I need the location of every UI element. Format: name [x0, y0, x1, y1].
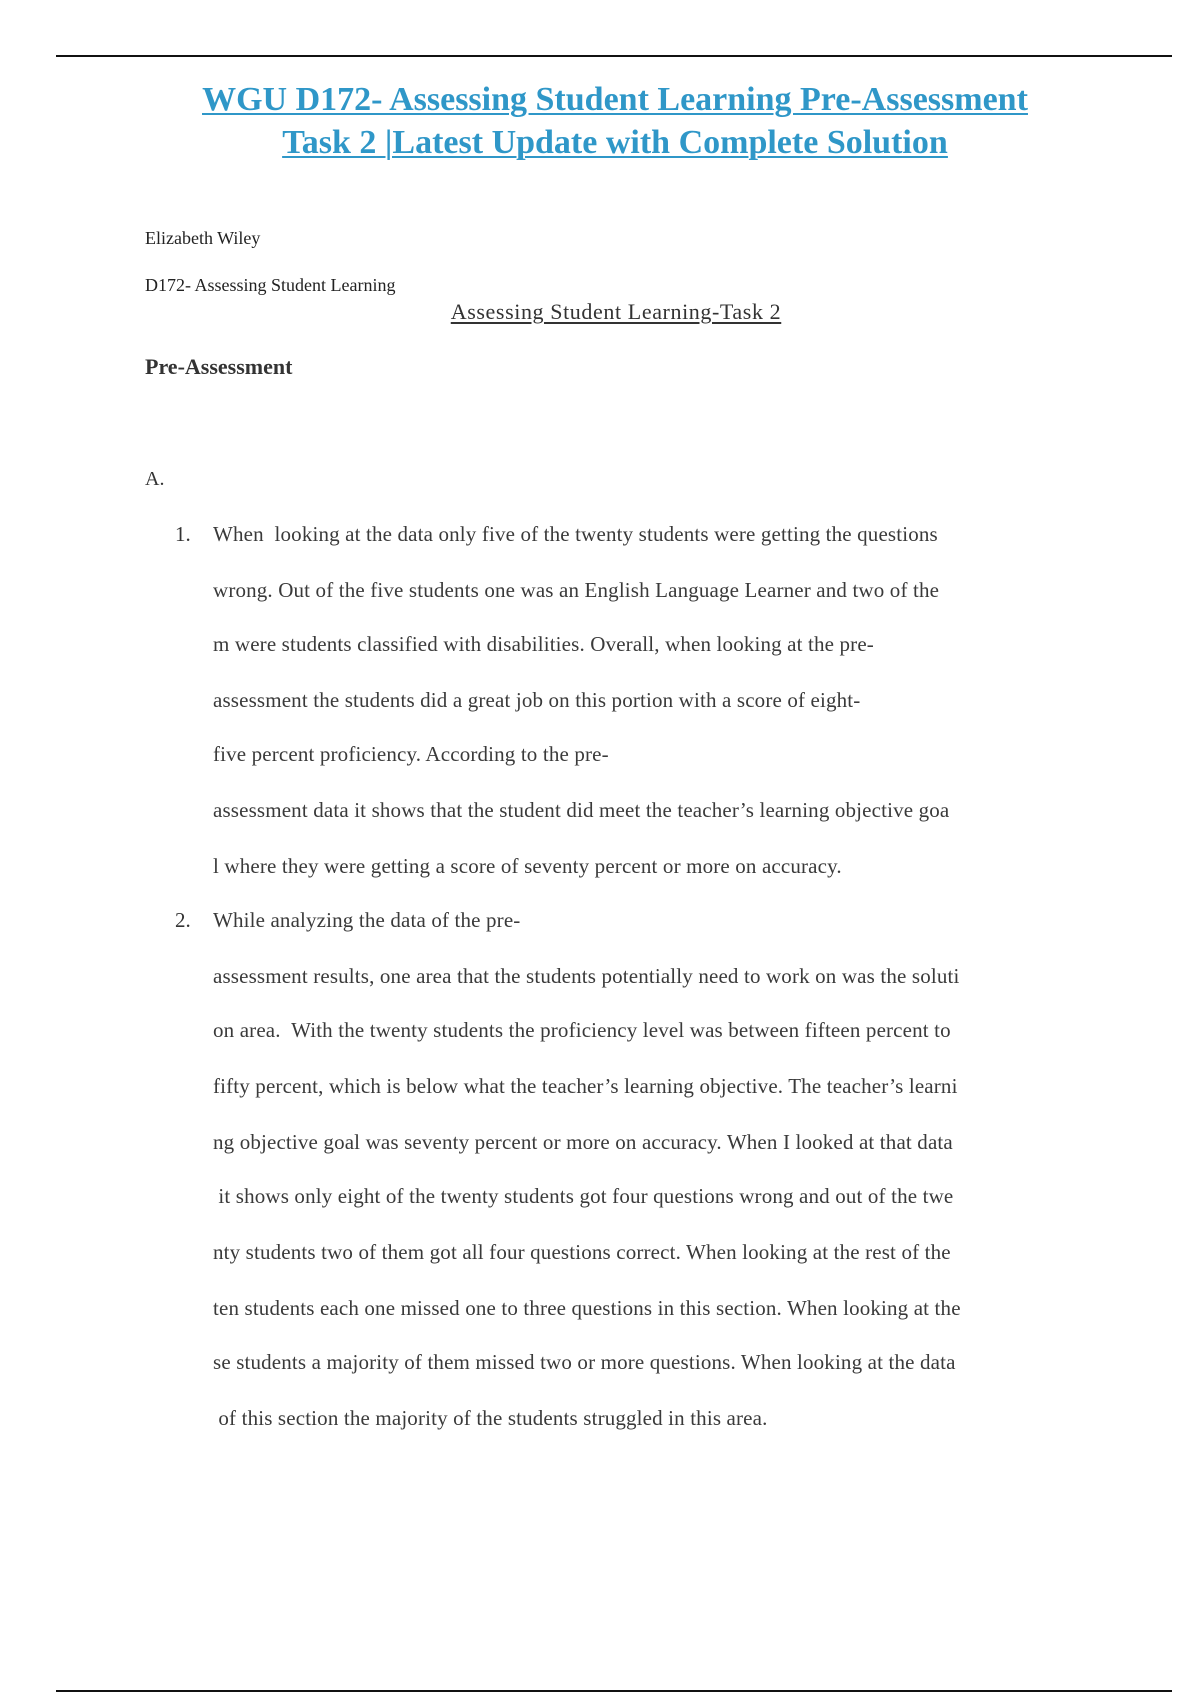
paragraph-line: When looking at the data only five of the twenty students were getting the questions [213, 522, 938, 546]
top-rule [56, 55, 1172, 57]
paragraph-line: fifty percent, which is below what the teacher’s learning objective. The teacher’s learni [213, 1074, 958, 1098]
document-title[interactable] [0, 78, 1200, 164]
part-label: A. [145, 468, 165, 490]
paragraph-line: it shows only eight of the twenty students got four questions wrong and out of the twe [213, 1184, 954, 1208]
paragraph-line: on area. With the twenty students the proficiency level was between fifteen percent to [213, 1018, 951, 1042]
paragraph-line: While analyzing the data of the pre- [213, 908, 521, 932]
paragraph-line: ten students each one missed one to three questions in this section. When looking at the [213, 1296, 961, 1320]
title-link-line-2[interactable]: Task 2 |Latest Update with Complete Solution [282, 124, 948, 161]
paragraph-line: se students a majority of them missed two or more questions. When looking at the data [213, 1350, 956, 1374]
author-name: Elizabeth Wiley [145, 228, 261, 248]
paragraph-line: wrong. Out of the five students one was an English Language Learner and two of the [213, 578, 940, 602]
paragraph-line: assessment results, one area that the students potentially need to work on was the soluti [213, 964, 960, 988]
paragraph-line: five percent proficiency. According to the pre- [213, 742, 609, 766]
list-item-number: 2. [175, 908, 191, 932]
paragraph-line: m were students classified with disabilities. Overall, when looking at the pre- [213, 632, 874, 656]
paragraph-line: ng objective goal was seventy percent or more on accuracy. When I looked at that data [213, 1130, 953, 1154]
paragraph-line: assessment data it shows that the student did meet the teacher’s learning objective goa [213, 798, 950, 822]
paragraph-line: nty students two of them got all four questions correct. When looking at the rest of the [213, 1240, 951, 1264]
paragraph-line: of this section the majority of the students struggled in this area. [213, 1406, 768, 1430]
document-subtitle: Assessing Student Learning-Task 2 [450, 299, 782, 324]
bottom-rule [56, 1690, 1172, 1692]
title-link-line-1[interactable]: WGU D172- Assessing Student Learning Pre-Assessment [202, 81, 1028, 118]
list-item-number: 1. [175, 522, 191, 546]
course-name: D172- Assessing Student Learning [145, 275, 396, 295]
section-heading: Pre-Assessment [145, 354, 293, 379]
paragraph-line: l where they were getting a score of seventy percent or more on accuracy. [213, 854, 842, 878]
paragraph-line: assessment the students did a great job on this portion with a score of eight- [213, 688, 861, 712]
